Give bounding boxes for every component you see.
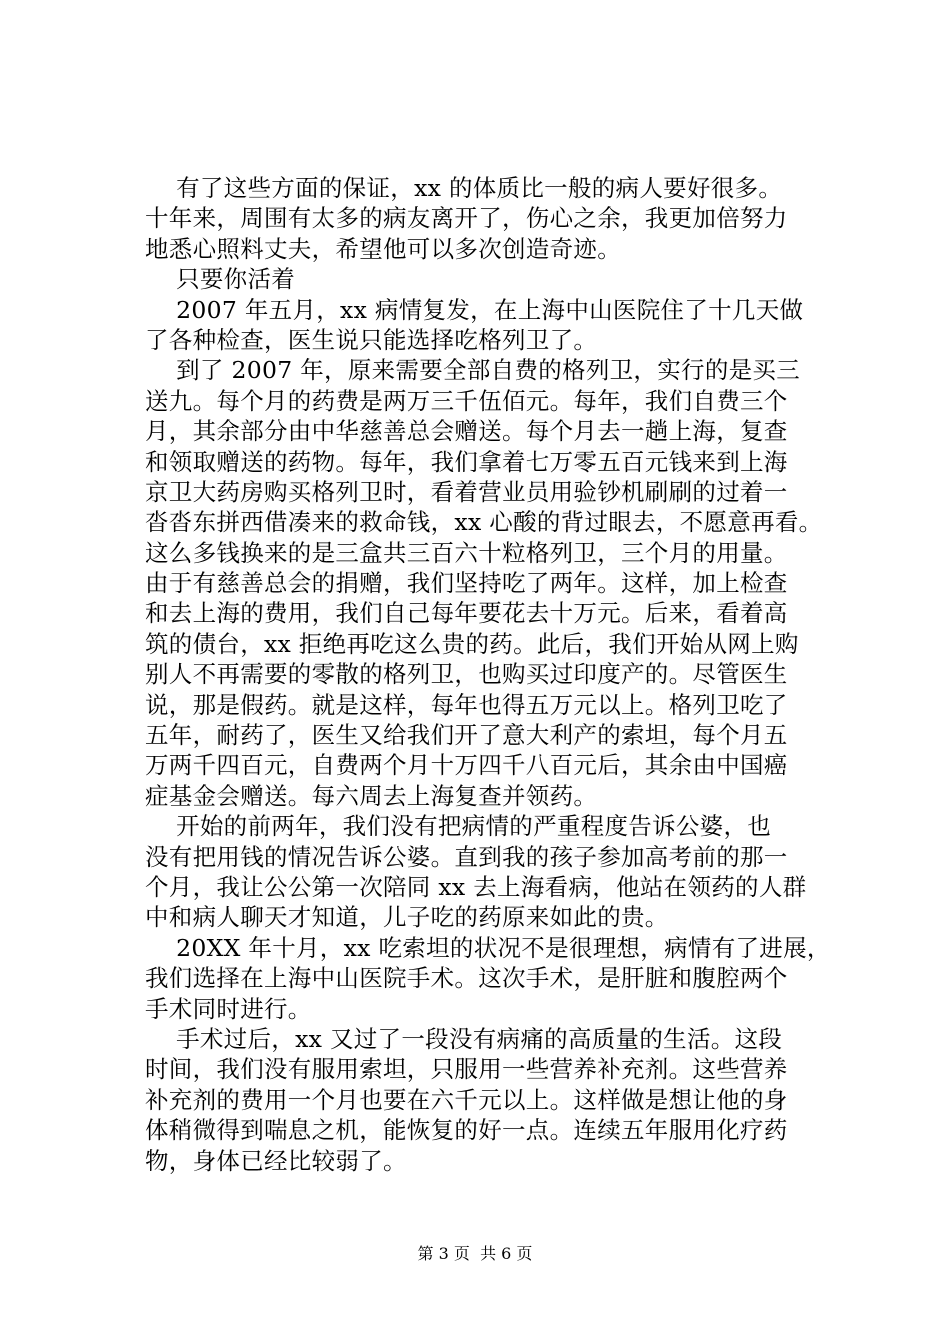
text-line: 到了 2007 年，原来需要全部自费的格列卫，实行的是买三 <box>145 356 801 385</box>
text-line: 没有把用钱的情况告诉公婆。直到我的孩子参加高考前的那一 <box>145 842 788 871</box>
text-line: 万两千四百元，自费两个月十万四千八百元后，其余由中国癌 <box>145 751 788 780</box>
text-line: 筑的债台，xx 拒绝再吃这么贵的药。此后，我们开始从网上购 <box>145 629 799 658</box>
text-line: 地悉心照料丈夫，希望他可以多次创造奇迹。 <box>145 234 621 263</box>
text-line: 说，那是假药。就是这样，每年也得五万元以上。格列卫吃了 <box>145 690 788 719</box>
page-number-footer: 第 3 页 共 6 页 <box>417 1244 533 1263</box>
document-body <box>145 173 835 1176</box>
text-line: 和领取赠送的药物。每年，我们拿着七万零五百元钱来到上海 <box>145 447 788 476</box>
text-line: 沓沓东拼西借凑来的救命钱，xx 心酸的背过眼去，不愿意再看。 <box>145 508 823 537</box>
text-line: 我们选择在上海中山医院手术。这次手术，是肝脏和腹腔两个 <box>145 964 788 993</box>
text-line: 20XX 年十月，xx 吃索坦的状况不是很理想，病情有了进展， <box>145 933 831 962</box>
text-line: 中和病人聊天才知道，儿子吃的药原来如此的贵。 <box>145 903 669 932</box>
text-line: 五年，耐药了，医生又给我们开了意大利产的索坦，每个月五 <box>145 721 788 750</box>
text-line: 十年来，周围有太多的病友离开了，伤心之余，我更加倍努力 <box>145 204 788 233</box>
text-line: 补充剂的费用一个月也要在六千元以上。这样做是想让他的身 <box>145 1085 788 1114</box>
text-line: 由于有慈善总会的捐赠，我们坚持吃了两年。这样，加上检查 <box>145 569 788 598</box>
text-line: 月，其余部分由中华慈善总会赠送。每个月去一趟上海，复查 <box>145 417 788 446</box>
text-line: 开始的前两年，我们没有把病情的严重程度告诉公婆，也 <box>145 812 772 841</box>
text-line: 京卫大药房购买格列卫时，看着营业员用验钞机刷刷的过着一 <box>145 477 788 506</box>
text-line: 送九。每个月的药费是两万三千伍佰元。每年，我们自费三个 <box>145 386 788 415</box>
text-line: 物，身体已经比较弱了。 <box>145 1146 407 1175</box>
text-line: 体稍微得到喘息之机，能恢复的好一点。连续五年服用化疗药 <box>145 1116 788 1145</box>
text-line: 手术同时进行。 <box>145 994 312 1023</box>
section-heading: 只要你活着 <box>145 265 296 294</box>
text-line: 了各种检查，医生说只能选择吃格列卫了。 <box>145 325 598 354</box>
text-line: 症基金会赠送。每六周去上海复查并领药。 <box>145 781 598 810</box>
text-line: 时间，我们没有服用索坦，只服用一些营养补充剂。这些营养 <box>145 1055 788 1084</box>
text-line: 别人不再需要的零散的格列卫，也购买过印度产的。尽管医生 <box>145 660 788 689</box>
text-line: 2007 年五月，xx 病情复发，在上海中山医院住了十几天做 <box>145 295 804 324</box>
text-line: 这么多钱换来的是三盒共三百六十粒格列卫，三个月的用量。 <box>145 538 788 567</box>
text-line: 有了这些方面的保证，xx 的体质比一般的病人要好很多。 <box>145 174 783 202</box>
text-line: 个月，我让公公第一次陪同 xx 去上海看病，他站在领药的人群 <box>145 872 807 901</box>
text-line: 和去上海的费用，我们自己每年要花去十万元。后来，看着高 <box>145 599 788 628</box>
text-line: 手术过后，xx 又过了一段没有病痛的高质量的生活。这段 <box>145 1024 783 1053</box>
